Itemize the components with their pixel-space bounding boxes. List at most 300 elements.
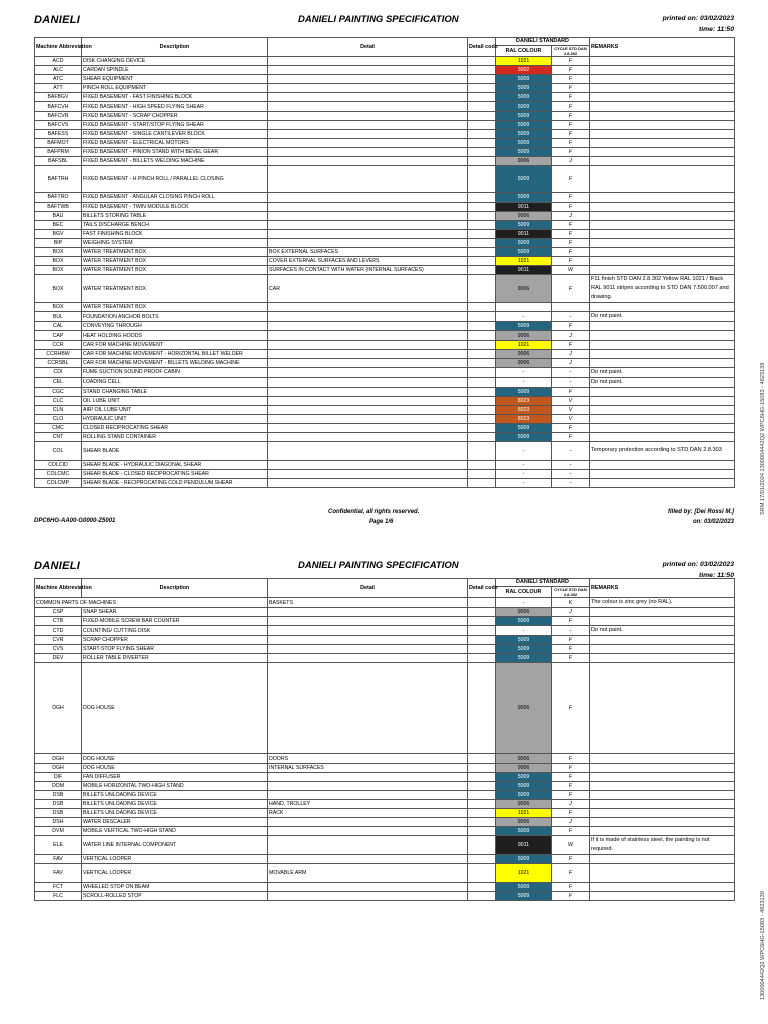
- cycle-code: J: [552, 818, 590, 827]
- detail-code: [468, 442, 496, 460]
- detail: [268, 663, 468, 754]
- remarks: [590, 266, 735, 275]
- table-row: [35, 809, 735, 818]
- remarks: [590, 415, 735, 424]
- cycle-code: J: [552, 358, 590, 367]
- table-row: [35, 460, 735, 469]
- cycle-code: F: [552, 882, 590, 891]
- remarks: [590, 433, 735, 442]
- header-detail-code: Detail code: [468, 38, 496, 57]
- ral-colour: 5009: [496, 147, 552, 156]
- detail: [268, 202, 468, 211]
- description: SNAP SHEAR: [82, 608, 268, 617]
- ral-colour: 5009: [496, 636, 552, 645]
- detail-code: [468, 478, 496, 487]
- cycle-code: -: [552, 626, 590, 636]
- description: FIXED-MOBILE SCREW BAR COUNTER: [82, 617, 268, 626]
- detail-code: [468, 138, 496, 147]
- machine-abbreviation: DSB: [35, 809, 82, 818]
- table-row: [35, 415, 735, 424]
- cycle-code: F: [552, 855, 590, 864]
- detail: SURFACES IN CONTACT WITH WATER (INTERNAL SURFACES): [268, 266, 468, 275]
- ral-colour: 5009: [496, 790, 552, 799]
- remarks: [590, 608, 735, 617]
- ral-colour: 5009: [496, 93, 552, 102]
- machine-abbreviation: ATC: [35, 75, 82, 84]
- detail-code: [468, 247, 496, 256]
- ral-colour: 1021: [496, 864, 552, 882]
- cycle-code: J: [552, 799, 590, 808]
- detail-code: [468, 322, 496, 331]
- remarks: [590, 157, 735, 166]
- detail: [268, 855, 468, 864]
- cycle-code: F: [552, 193, 590, 202]
- remarks: [590, 166, 735, 193]
- page-number: Page 1/6: [369, 519, 394, 525]
- remarks: [590, 645, 735, 654]
- detail: [268, 129, 468, 138]
- detail-code: [468, 663, 496, 754]
- detail: [268, 331, 468, 340]
- machine-abbreviation: CCRHBW: [35, 349, 82, 358]
- ral-colour: 5009: [496, 111, 552, 120]
- description: VERTICAL LOOPER: [82, 855, 268, 864]
- detail-code: [468, 818, 496, 827]
- machine-abbreviation: BOX: [35, 266, 82, 275]
- description: CAR FOR MACHINE MOVEMENT: [82, 340, 268, 349]
- description: HEAT HOLDING HOODS: [82, 331, 268, 340]
- table-row: [35, 75, 735, 84]
- description: WATER TREATMENT BOX: [82, 247, 268, 256]
- table-row: [35, 111, 735, 120]
- remarks: [590, 478, 735, 487]
- ral-colour: 5009: [496, 129, 552, 138]
- cycle-code: J: [552, 331, 590, 340]
- table-row: [35, 157, 735, 166]
- cycle-code: -: [552, 478, 590, 487]
- machine-abbreviation: CSP: [35, 608, 82, 617]
- ral-colour: 9006: [496, 799, 552, 808]
- cycle-code: -: [552, 312, 590, 322]
- detail: [268, 111, 468, 120]
- cycle-code: -: [552, 442, 590, 460]
- description: WATER LINE INTERNAL COMPONENT: [82, 836, 268, 855]
- detail-code: [468, 238, 496, 247]
- detail: [268, 166, 468, 193]
- table-row: [35, 424, 735, 433]
- detail-code: [468, 763, 496, 772]
- detail: [268, 882, 468, 891]
- machine-abbreviation: CEL: [35, 377, 82, 387]
- detail-code: [468, 608, 496, 617]
- description: CARDAN SPINDLE: [82, 66, 268, 75]
- detail-code: [468, 166, 496, 193]
- machine-abbreviation: BAFESS: [35, 129, 82, 138]
- detail-code: [468, 120, 496, 129]
- machine-abbreviation: BUL: [35, 312, 82, 322]
- detail: INTERNAL SURFACES: [268, 763, 468, 772]
- machine-abbreviation: BAFTRO: [35, 193, 82, 202]
- remarks: [590, 66, 735, 75]
- detail-code: [468, 229, 496, 238]
- description: FUME SUCTION SOUND PROOF CABIN: [82, 367, 268, 377]
- remarks: Do not paint.: [590, 626, 735, 636]
- remarks: [590, 818, 735, 827]
- detail-code: [468, 349, 496, 358]
- ral-colour: 9006: [496, 211, 552, 220]
- page-header: [0, 0, 768, 36]
- table-row: [35, 66, 735, 75]
- description: WHEELED STOP ON BEAM: [82, 882, 268, 891]
- detail: MOVABLE ARM: [268, 864, 468, 882]
- detail-code: [468, 312, 496, 322]
- remarks: [590, 864, 735, 882]
- header-detail: Detail: [268, 579, 468, 598]
- description: ROLLER TABLE DIVERTER: [82, 654, 268, 663]
- ral-colour: 5009: [496, 617, 552, 626]
- detail-code: [468, 193, 496, 202]
- cycle-code: F: [552, 257, 590, 266]
- table-row: [35, 138, 735, 147]
- table-row: [35, 433, 735, 442]
- cycle-code: -: [552, 367, 590, 377]
- table-row: [35, 891, 735, 900]
- machine-abbreviation: ATT: [35, 84, 82, 93]
- detail: [268, 349, 468, 358]
- machine-abbreviation: COL: [35, 442, 82, 460]
- detail: [268, 772, 468, 781]
- table-row: [35, 608, 735, 617]
- remarks: [590, 387, 735, 396]
- detail-code: [468, 617, 496, 626]
- remarks: [590, 781, 735, 790]
- remarks: [590, 93, 735, 102]
- remarks: [590, 809, 735, 818]
- spec-table: [34, 578, 735, 901]
- table-row: [35, 645, 735, 654]
- header-desc: Description: [82, 38, 268, 57]
- description: SHEAR BLADE - RECIPROCATING COLD PENDULUM SHEAR: [82, 478, 268, 487]
- ral-colour: -: [496, 469, 552, 478]
- ral-colour: 5009: [496, 220, 552, 229]
- table-row: [35, 406, 735, 415]
- table-row: [35, 202, 735, 211]
- header-cycle: CYCLE STD DAN 2.8.302: [552, 46, 590, 57]
- description: FIXED BASEMENT - FAST FINISHING BLOCK: [82, 93, 268, 102]
- printed-time: time: 11:50: [698, 26, 734, 33]
- detail-code: [468, 855, 496, 864]
- company-logo: DANIELI: [34, 560, 81, 572]
- table-row: [35, 855, 735, 864]
- machine-abbreviation: BOX: [35, 257, 82, 266]
- cycle-code: F: [552, 809, 590, 818]
- cycle-code: V: [552, 406, 590, 415]
- ral-colour: 5009: [496, 645, 552, 654]
- description: FIXED BASEMENT - ANGULAR CLOSING PINCH ROLL: [82, 193, 268, 202]
- ral-colour: 8023: [496, 415, 552, 424]
- detail: [268, 396, 468, 405]
- ral-colour: 5009: [496, 75, 552, 84]
- machine-abbreviation: CNT: [35, 433, 82, 442]
- machine-abbreviation: CDI: [35, 367, 82, 377]
- description: BILLETS STORING TABLE: [82, 211, 268, 220]
- ral-colour: 5009: [496, 166, 552, 193]
- ral-colour: 1021: [496, 340, 552, 349]
- cycle-code: F: [552, 102, 590, 111]
- table-row: [35, 377, 735, 387]
- filled-by: filled by: [Dei Rossi M.]: [667, 509, 734, 515]
- detail-code: [468, 469, 496, 478]
- table-row: [35, 598, 735, 608]
- machine-abbreviation: DSB: [35, 790, 82, 799]
- table-row: [35, 626, 735, 636]
- cycle-code: F: [552, 891, 590, 900]
- machine-abbreviation: BGV: [35, 229, 82, 238]
- detail: [268, 608, 468, 617]
- table-row: [35, 754, 735, 763]
- table-row: [35, 211, 735, 220]
- description: FOUNDATION ANCHOR BOLTS: [82, 312, 268, 322]
- cycle-code: F: [552, 84, 590, 93]
- table-row: [35, 193, 735, 202]
- detail: [268, 469, 468, 478]
- machine-abbreviation: CCR: [35, 340, 82, 349]
- machine-abbreviation: DVM: [35, 827, 82, 836]
- remarks: [590, 827, 735, 836]
- cycle-code: F: [552, 827, 590, 836]
- detail-code: [468, 772, 496, 781]
- machine-abbreviation: FAV: [35, 855, 82, 864]
- detail-code: [468, 75, 496, 84]
- detail: [268, 790, 468, 799]
- remarks: [590, 138, 735, 147]
- detail-code: [468, 424, 496, 433]
- description: VERTICAL LOOPER: [82, 864, 268, 882]
- description: WATER TREATMENT BOX: [82, 303, 268, 312]
- table-row: [35, 836, 735, 855]
- printed-time: time: 11:50: [698, 572, 734, 579]
- detail: [268, 238, 468, 247]
- ral-colour: 5009: [496, 120, 552, 129]
- detail: [268, 367, 468, 377]
- remarks: [590, 211, 735, 220]
- description: FIXED BASEMENT - SCRAP CHOPPER: [82, 111, 268, 120]
- ral-colour: 5009: [496, 654, 552, 663]
- description: WATER TREATMENT BOX: [82, 257, 268, 266]
- detail: [268, 377, 468, 387]
- table-row: [35, 617, 735, 626]
- remarks: [590, 120, 735, 129]
- machine-abbreviation: BAFMOT: [35, 138, 82, 147]
- cycle-code: F: [552, 147, 590, 156]
- cycle-code: F: [552, 57, 590, 66]
- ral-colour: 5009: [496, 238, 552, 247]
- machine-abbreviation: CVR: [35, 636, 82, 645]
- detail-code: [468, 790, 496, 799]
- remarks: Do not paint.: [590, 367, 735, 377]
- ral-colour: 5009: [496, 193, 552, 202]
- machine-abbreviation: DIF: [35, 772, 82, 781]
- machine-abbreviation: DGH: [35, 754, 82, 763]
- remarks: [590, 129, 735, 138]
- description: COUNTING/ CUTTING DISK: [82, 626, 268, 636]
- detail: [268, 120, 468, 129]
- description: TAILS DISCHARGE BENCH: [82, 220, 268, 229]
- ral-colour: 9011: [496, 266, 552, 275]
- detail: [268, 387, 468, 396]
- detail-code: [468, 396, 496, 405]
- table-row: [35, 864, 735, 882]
- table-row: [35, 266, 735, 275]
- detail-code: [468, 157, 496, 166]
- cycle-code: F: [552, 754, 590, 763]
- header-desc: Description: [82, 579, 268, 598]
- detail: [268, 645, 468, 654]
- detail-code: [468, 406, 496, 415]
- filled-on: on: 03/02/2023: [692, 519, 734, 525]
- cycle-code: F: [552, 120, 590, 129]
- detail: BOX EXTERNAL SURFACES: [268, 247, 468, 256]
- machine-abbreviation: COLCMP: [35, 478, 82, 487]
- remarks: The colour is zinc grey (no RAL).: [590, 598, 735, 608]
- remarks: [590, 424, 735, 433]
- machine-abbreviation: CAL: [35, 322, 82, 331]
- ral-colour: 5009: [496, 424, 552, 433]
- machine-abbreviation: FAV: [35, 864, 82, 882]
- ral-colour: -: [496, 377, 552, 387]
- ral-colour: 5009: [496, 102, 552, 111]
- description: BILLETS UNLOADING DEVICE: [82, 799, 268, 808]
- remarks: [590, 102, 735, 111]
- machine-abbreviation: BAFCVH: [35, 102, 82, 111]
- detail: [268, 147, 468, 156]
- description: FIXED BASEMENT - PINION STAND WITH BEVEL GEAR: [82, 147, 268, 156]
- cycle-code: F: [552, 424, 590, 433]
- machine-abbreviation: BAFTWB: [35, 202, 82, 211]
- table-row: [35, 763, 735, 772]
- table-row: [35, 220, 735, 229]
- header-cycle: CYCLE STD DAN 2.8.302: [552, 587, 590, 598]
- header-remarks: REMARKS: [590, 38, 735, 57]
- remarks: Do not paint.: [590, 377, 735, 387]
- description: FAN DIFFUSER: [82, 772, 268, 781]
- spec-table: [34, 37, 735, 488]
- detail-code: [468, 111, 496, 120]
- remarks: [590, 84, 735, 93]
- machine-abbreviation: DEV: [35, 654, 82, 663]
- machine-abbreviation: ELE: [35, 836, 82, 855]
- description: SCRAP CHOPPER: [82, 636, 268, 645]
- cycle-code: V: [552, 396, 590, 405]
- detail: [268, 781, 468, 790]
- ral-colour: 8023: [496, 396, 552, 405]
- detail-code: [468, 147, 496, 156]
- detail-code: [468, 102, 496, 111]
- cycle-code: F: [552, 138, 590, 147]
- machine-abbreviation: CLN: [35, 406, 82, 415]
- detail: [268, 75, 468, 84]
- remarks: [590, 790, 735, 799]
- cycle-code: J: [552, 349, 590, 358]
- table-row: [35, 469, 735, 478]
- detail-code: [468, 433, 496, 442]
- description: SHEAR EQUIPMENT: [82, 75, 268, 84]
- detail: [268, 193, 468, 202]
- machine-abbreviation: BEC: [35, 220, 82, 229]
- detail: [268, 654, 468, 663]
- cycle-code: F: [552, 275, 590, 303]
- description: DISK CHANGING DEVICE: [82, 57, 268, 66]
- machine-abbreviation: FLC: [35, 891, 82, 900]
- machine-abbreviation: COMMON PARTS OF MACHINES: [35, 598, 268, 608]
- detail-code: [468, 827, 496, 836]
- header-abbr: Machine Abbreviation: [35, 38, 82, 57]
- ral-colour: 9011: [496, 229, 552, 238]
- cycle-code: F: [552, 111, 590, 120]
- table-row: [35, 57, 735, 66]
- detail-code: [468, 93, 496, 102]
- machine-abbreviation: BAU: [35, 211, 82, 220]
- cycle-code: W: [552, 836, 590, 855]
- machine-abbreviation: BAFCVR: [35, 111, 82, 120]
- cycle-code: F: [552, 93, 590, 102]
- machine-abbreviation: BAFPRM: [35, 147, 82, 156]
- ral-colour: 5009: [496, 827, 552, 836]
- ral-colour: 5009: [496, 891, 552, 900]
- detail-code: [468, 626, 496, 636]
- table-row: [35, 478, 735, 487]
- ral-colour: 5009: [496, 84, 552, 93]
- remarks: [590, 654, 735, 663]
- table-row: [35, 818, 735, 827]
- description: CAR FOR MACHINE MOVEMENT - HORIZONTAL BILLET WELDER: [82, 349, 268, 358]
- detail-code: [468, 799, 496, 808]
- ral-colour: 5009: [496, 387, 552, 396]
- table-row: [35, 772, 735, 781]
- detail: [268, 433, 468, 442]
- cycle-code: F: [552, 433, 590, 442]
- detail-code: [468, 809, 496, 818]
- description: FIXED BASEMENT - BILLETS WELDING MACHINE: [82, 157, 268, 166]
- cycle-code: F: [552, 763, 590, 772]
- cycle-code: F: [552, 663, 590, 754]
- cycle-code: F: [552, 340, 590, 349]
- detail: [268, 211, 468, 220]
- page-header: [0, 546, 768, 582]
- detail-code: [468, 415, 496, 424]
- remarks: [590, 340, 735, 349]
- remarks: [590, 220, 735, 229]
- header-detail: Detail: [268, 38, 468, 57]
- detail: [268, 460, 468, 469]
- description: FIXED BASEMENT - ELECTRICAL MOTORS: [82, 138, 268, 147]
- table-row: [35, 654, 735, 663]
- description: STAND CHANGING TABLE: [82, 387, 268, 396]
- machine-abbreviation: CMC: [35, 424, 82, 433]
- machine-abbreviation: BAFBGV: [35, 93, 82, 102]
- description: WATER TREATMENT BOX: [82, 266, 268, 275]
- remarks: [590, 193, 735, 202]
- remarks: [590, 882, 735, 891]
- description: DOG HOUSE: [82, 754, 268, 763]
- machine-abbreviation: DGH: [35, 763, 82, 772]
- cycle-code: [552, 303, 590, 312]
- cycle-code: V: [552, 415, 590, 424]
- ral-colour: 1021: [496, 809, 552, 818]
- detail: [268, 157, 468, 166]
- description: CAR FOR MACHINE MOVEMENT - BILLETS WELDING MACHINE: [82, 358, 268, 367]
- ral-colour: 9006: [496, 358, 552, 367]
